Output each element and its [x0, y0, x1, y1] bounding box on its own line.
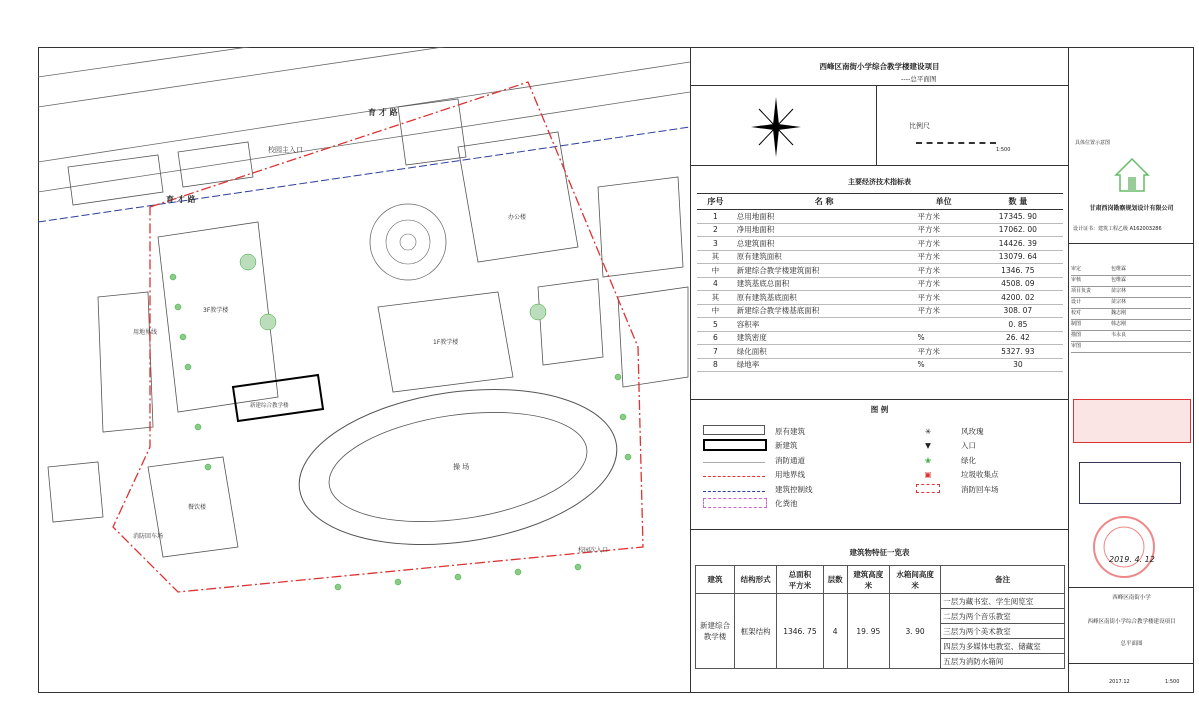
canteen-label: 餐饮楼	[188, 504, 207, 511]
building-col: 结构形式	[735, 566, 777, 594]
legend-item: 垃圾收集点	[961, 470, 999, 480]
wind-rose-icon: ✳	[924, 426, 932, 436]
legend-item: 消防通道	[775, 455, 805, 465]
legend-item: 绿化	[961, 455, 976, 465]
divider	[1069, 587, 1194, 588]
legend-item: 新建筑	[775, 441, 798, 451]
building-heading: 建筑物特征一览表	[849, 548, 910, 557]
remark: 一层为藏书室、学生阅览室	[941, 594, 1065, 609]
remark: 二层为两个音乐教室	[941, 609, 1065, 624]
remark: 三层为两个美术教室	[941, 624, 1065, 639]
econ-heading: 主要经济技术指标表	[848, 178, 911, 186]
issue-date: 2017.12	[1109, 679, 1130, 685]
table-row: 8 绿地率 % 30	[697, 358, 1063, 372]
client-name: 西峰区南街小学	[1112, 595, 1151, 601]
econ-col: 单位	[915, 194, 973, 210]
legend-existing-swatch	[703, 425, 765, 435]
project-title: 西峰区南街小学综合教学楼建设项目	[819, 62, 940, 71]
table-row: 中 新建综合教学楼建筑面积 平方米 1346. 75	[697, 264, 1063, 278]
title-block	[1068, 47, 1194, 693]
legend-item: 化粪池	[775, 499, 798, 509]
building-floors: 4	[823, 594, 847, 669]
divider	[1069, 663, 1194, 664]
stamp-date: 2019. 4. 12	[1109, 555, 1155, 564]
red-seal-icon	[1089, 512, 1159, 582]
econ-col: 序号	[697, 194, 734, 210]
legend-item: 入口	[961, 441, 976, 451]
legend-item: 用地界线	[775, 470, 805, 480]
table-row: 6 建筑密度 % 26. 42	[697, 331, 1063, 345]
divider	[691, 85, 1068, 86]
divider	[691, 165, 1068, 166]
divider	[1069, 243, 1194, 244]
remark: 五层为消防水箱间	[941, 654, 1065, 669]
legend-control-swatch	[703, 491, 765, 492]
cert-label: 设计证书：建筑工程乙级 A162003286	[1073, 226, 1162, 232]
entrance-icon: ▼	[925, 441, 931, 451]
office-label: 办公楼	[508, 214, 527, 221]
scale-label: 比例尺	[909, 122, 930, 130]
legend-table	[699, 424, 1003, 511]
scale-cell: 1:500	[1165, 679, 1180, 685]
legend-septic-swatch	[703, 498, 767, 508]
scale-value: 1:500	[996, 147, 1011, 153]
legend-item: 原有建筑	[775, 426, 805, 436]
legend-new-swatch	[703, 439, 767, 451]
approval-stamp	[1073, 399, 1191, 443]
site-plan-map	[38, 47, 690, 693]
econ-table	[697, 193, 1063, 372]
north-arrow-icon	[751, 97, 801, 157]
legend-fire-lane-swatch	[703, 462, 765, 463]
bldg-3f-label: 3F教学楼	[203, 307, 229, 314]
playground-label: 操 场	[453, 463, 470, 471]
sheet-name: 总平面图	[1120, 641, 1143, 647]
remark: 四层为多媒体电教室、储藏室	[941, 639, 1065, 654]
info-panel	[690, 47, 1068, 693]
building-col: 总面积 平方米	[777, 566, 823, 594]
table-row: 其 原有建筑基底面积 平方米 4200. 02	[697, 291, 1063, 305]
company-name: 甘肃西岗勘察规划设计有限公司	[1089, 205, 1174, 212]
table-row: 1 总用地面积 平方米 17345. 90	[697, 210, 1063, 224]
divider	[691, 529, 1068, 530]
table-row: 7 绿化面积 平方米 5327. 93	[697, 345, 1063, 359]
econ-col: 名 称	[734, 194, 915, 210]
building-col: 备注	[941, 566, 1065, 594]
table-row: 2 净用地面积 平方米 17062. 00	[697, 223, 1063, 237]
second-entrance-label: 校园次入口	[578, 547, 609, 554]
scale-bar	[916, 142, 996, 144]
site-plan-drawing	[38, 47, 690, 693]
building-name: 新建综合教学楼	[696, 594, 735, 669]
building-table	[695, 565, 1065, 669]
project-name: 西峰区南街小学综合教学楼建设项目	[1087, 619, 1176, 625]
new-building-outline	[233, 375, 323, 421]
table-row: 其 原有建筑面积 平方米 13079. 64	[697, 250, 1063, 264]
landuse-label: 用地界线	[133, 329, 158, 336]
table-row: 中 新建综合教学楼基底面积 平方米 308. 07	[697, 304, 1063, 318]
registration-stamp	[1079, 462, 1181, 504]
legend-boundary-swatch	[703, 476, 765, 477]
table-row: 4 建筑基底总面积 平方米 4508. 09	[697, 277, 1063, 291]
divider	[691, 399, 1068, 400]
road-label-right: 育 才 路	[368, 108, 398, 117]
table-row	[696, 594, 1065, 609]
legend-item: 风玫瑰	[961, 426, 984, 436]
location-label: 具体位置示意图	[1075, 140, 1111, 146]
main-entrance-label: 校园主入口	[268, 146, 303, 154]
building-col: 建筑高度 米	[847, 566, 889, 594]
fire-area-label: 消防回车场	[133, 533, 164, 540]
legend-item: 消防回车场	[961, 484, 999, 494]
company-logo-icon	[1114, 157, 1150, 193]
fire-turnaround-icon	[899, 482, 957, 497]
divider	[876, 85, 877, 165]
building-structure: 框架结构	[735, 594, 777, 669]
table-row: 3 总建筑面积 平方米 14426. 39	[697, 237, 1063, 251]
new-building-label: 新建综合教学楼	[250, 403, 289, 409]
road-label-left: 育 才 路	[166, 195, 196, 204]
building-col: 建筑	[696, 566, 735, 594]
legend-heading: 图 例	[870, 405, 889, 414]
econ-col: 数 量	[973, 194, 1063, 210]
drawing-name: ----总平面图	[901, 75, 937, 83]
building-col: 层数	[823, 566, 847, 594]
building-height: 19. 95	[847, 594, 889, 669]
legend-item: 建筑控制线	[775, 484, 813, 494]
roles-list: 审定 包维霖 审核 包维霖 项目负责 苗宗林 设计 苗宗林 校对 魏志刚 制图 韩志刚 描图 韦永良 审图	[1071, 265, 1191, 353]
trash-icon: ▣	[924, 470, 932, 480]
building-col: 水箱间高度 米	[889, 566, 940, 594]
building-tank: 3. 90	[889, 594, 940, 669]
building-area: 1346. 75	[777, 594, 823, 669]
green-icon: ❀	[924, 455, 932, 465]
bldg-1f-label: 1F教学楼	[433, 339, 459, 346]
table-row: 5 容积率 0. 85	[697, 318, 1063, 332]
